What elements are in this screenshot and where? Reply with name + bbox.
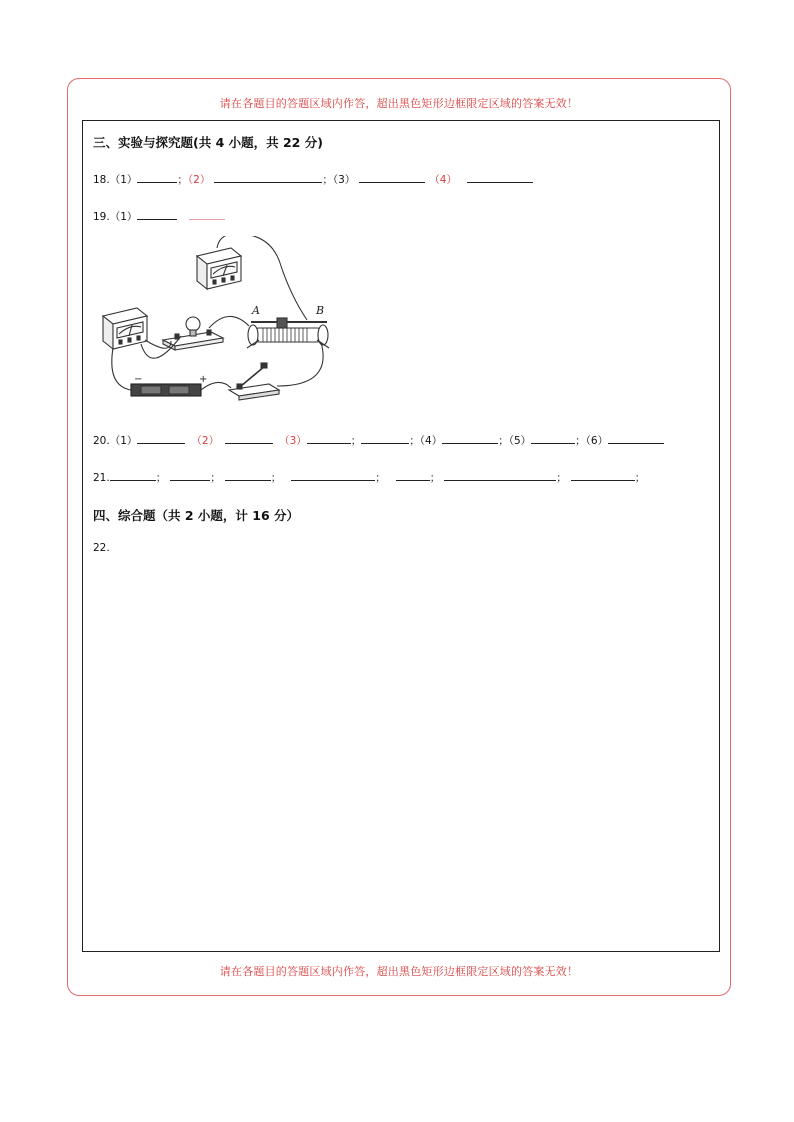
separator: ； (350, 435, 362, 447)
separator: ； (575, 435, 586, 447)
separator: ； (270, 472, 282, 484)
separator: ； (210, 472, 221, 484)
ammeter-icon (103, 308, 147, 349)
q20-answer-4[interactable] (442, 432, 498, 444)
q18-part3-label: （3） (332, 174, 356, 186)
q21-answer-3[interactable] (225, 469, 271, 481)
q21-answer-2[interactable] (170, 469, 210, 481)
q21-answer-1[interactable] (110, 469, 156, 481)
section-3-title: 三、实验与探究题(共 4 小题，共 22 分) (93, 135, 323, 150)
q21-answer-4[interactable] (291, 469, 375, 481)
q20-answer-1[interactable] (137, 432, 185, 444)
circuit-diagram (101, 236, 371, 411)
separator: ； (375, 472, 386, 484)
question-21-row (93, 469, 645, 485)
q20-part4-label: （4） (419, 435, 443, 447)
q20-part3-label: （3） (279, 435, 307, 447)
answer-area-frame (82, 120, 720, 952)
bulb-icon (163, 317, 223, 350)
question-18-row (93, 171, 533, 187)
terminal-b-label: B (316, 304, 325, 317)
separator: ； (409, 435, 420, 447)
switch-icon (229, 363, 279, 400)
terminal-a-label: A (252, 304, 260, 317)
separator: ； (498, 435, 509, 447)
q18-part2-label: （2） (187, 174, 211, 186)
q20-answer-3a[interactable] (307, 432, 351, 444)
q18-answer-4[interactable] (467, 171, 533, 183)
q19-part1-label: （1） (109, 211, 138, 223)
q18-part4-label: （4） (429, 174, 457, 186)
q20-part6-label: （6） (585, 435, 609, 447)
question-20-row (93, 432, 664, 448)
q20-answer-6[interactable] (608, 432, 664, 444)
q20-part5-label: （5） (508, 435, 532, 447)
q20-answer-5[interactable] (531, 432, 575, 444)
question-22-number: 22. (93, 542, 110, 554)
q18-part1-label: （1） (109, 174, 138, 186)
q19-answer-1[interactable] (137, 208, 177, 220)
question-19-row (93, 208, 225, 224)
q21-answer-6[interactable] (444, 469, 556, 481)
q22-answer-area[interactable] (93, 561, 709, 941)
q18-answer-1[interactable] (137, 171, 177, 183)
q21-answer-7[interactable] (571, 469, 635, 481)
separator: ； (177, 174, 188, 186)
battery-icon (131, 384, 201, 396)
q18-answer-2[interactable] (214, 171, 322, 183)
separator: ； (155, 472, 167, 484)
voltmeter-icon (197, 248, 241, 289)
q20-part1-label: （1） (109, 435, 138, 447)
rheostat-icon (247, 318, 329, 348)
q20-part2-label: （2） (191, 435, 220, 447)
battery-plus-label: + (199, 374, 208, 385)
q18-answer-3[interactable] (359, 171, 425, 183)
separator: ； (429, 472, 441, 484)
warning-bottom: 请在各题目的答题区域内作答，超出黑色矩形边框限定区域的答案无效！ (219, 965, 579, 978)
question-21-number: 21. (93, 472, 110, 484)
separator: ； (322, 174, 333, 186)
question-18-number: 18. (93, 174, 110, 186)
q19-answer-2[interactable] (189, 208, 225, 220)
question-20-number: 20. (93, 435, 110, 447)
answer-sheet-outer-frame (67, 78, 731, 996)
q21-answer-5[interactable] (396, 469, 430, 481)
q20-answer-3b[interactable] (361, 432, 409, 444)
section-4-title: 四、综合题（共 2 小题，计 16 分） (93, 508, 300, 523)
warning-top: 请在各题目的答题区域内作答，超出黑色矩形边框限定区域的答案无效！ (219, 97, 579, 110)
q20-answer-2[interactable] (225, 432, 273, 444)
question-19-number: 19. (93, 211, 110, 223)
battery-minus-label: − (134, 374, 143, 385)
separator: ； (634, 472, 646, 484)
separator: ； (556, 472, 567, 484)
